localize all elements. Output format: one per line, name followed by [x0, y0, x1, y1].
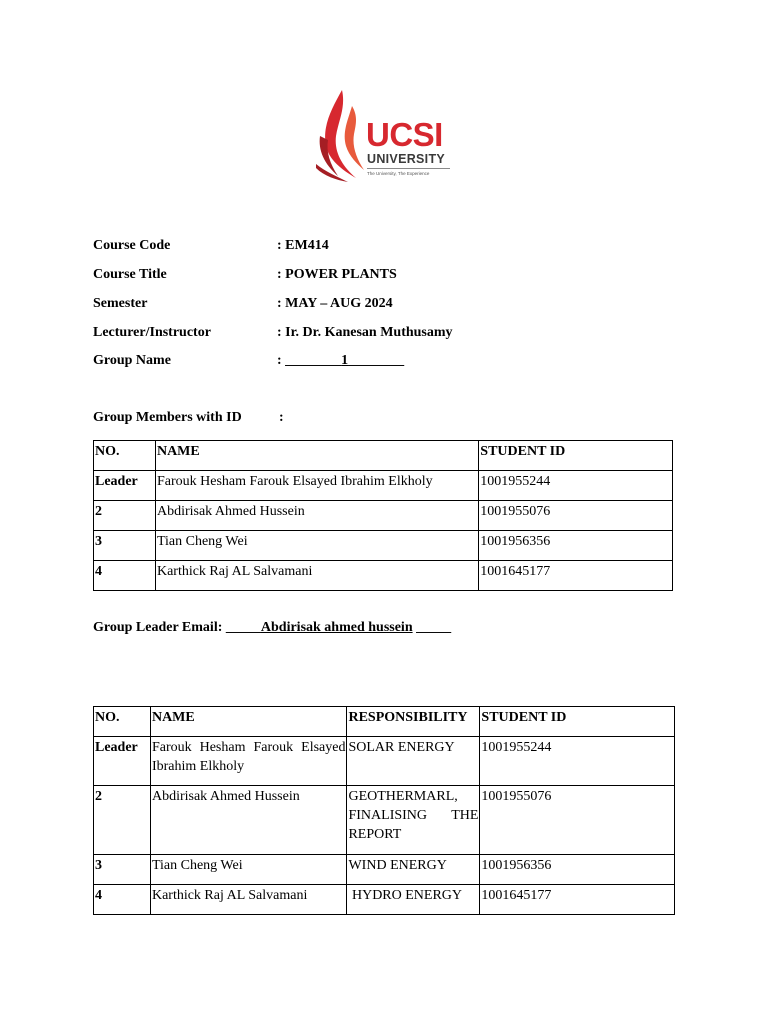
table-row [94, 561, 673, 591]
semester-label: Semester [93, 296, 148, 311]
member-no: 2 [94, 786, 151, 855]
header-name: NAME [150, 707, 347, 737]
table-header-row [94, 707, 675, 737]
member-id: 1001645177 [480, 885, 675, 915]
member-responsibility: SOLAR ENERGY [347, 737, 480, 786]
table-header-row [94, 441, 673, 471]
member-name: Karthick Raj AL Salvamani [155, 561, 478, 591]
leader-email-blank-after: _____ [412, 620, 452, 635]
table-row [94, 786, 675, 855]
flame-emblem-icon [312, 86, 368, 186]
member-name: Farouk Hesham Farouk Elsayed Ibrahim Elkholy [150, 737, 347, 786]
leader-email-label: Group Leader Email: [93, 620, 226, 635]
group-members-colon: : [279, 410, 284, 425]
course-code-value: : EM414 [277, 238, 329, 253]
member-no: 2 [94, 501, 156, 531]
group-members-heading [93, 410, 284, 426]
course-title-value: : POWER PLANTS [277, 267, 397, 282]
member-no: Leader [94, 737, 151, 786]
group-name-number: 1 [341, 353, 349, 368]
member-no: 3 [94, 855, 151, 885]
group-members-heading-text: Group Members with ID [93, 410, 242, 425]
member-no: Leader [94, 471, 156, 501]
group-name-prefix: : ________ [277, 353, 342, 368]
group-name-label: Group Name [93, 353, 171, 368]
table-row [94, 501, 673, 531]
member-name: Karthick Raj AL Salvamani [150, 885, 347, 915]
semester-value: : MAY – AUG 2024 [277, 296, 393, 311]
group-name-suffix: ________ [348, 353, 405, 368]
logo-divider [367, 168, 450, 169]
logo-subtitle: UNIVERSITY [367, 152, 446, 166]
leader-email-line [93, 620, 451, 636]
member-id: 1001955076 [479, 501, 673, 531]
responsibilities-table [93, 706, 675, 915]
lecturer-value: : Ir. Dr. Kanesan Muthusamy [277, 325, 453, 340]
member-id: 1001956356 [480, 855, 675, 885]
header-student-id: STUDENT ID [480, 707, 675, 737]
group-members-table [93, 440, 673, 591]
member-name: Abdirisak Ahmed Hussein [155, 501, 478, 531]
group-name-value [277, 352, 404, 370]
member-id: 1001955244 [479, 471, 673, 501]
member-responsibility: HYDRO ENERGY [347, 885, 480, 915]
member-no: 4 [94, 885, 151, 915]
member-id: 1001955244 [480, 737, 675, 786]
member-id: 1001956356 [479, 531, 673, 561]
header-no: NO. [94, 707, 151, 737]
header-responsibility: RESPONSIBILITY [347, 707, 480, 737]
table-row [94, 737, 675, 786]
member-no: 3 [94, 531, 156, 561]
table-row [94, 471, 673, 501]
member-name: Farouk Hesham Farouk Elsayed Ibrahim Elkholy [155, 471, 478, 501]
logo-tagline: The University, The Experience [367, 171, 430, 176]
header-student-id: STUDENT ID [479, 441, 673, 471]
member-responsibility: GEOTHERMARL, FINALISING THE REPORT [347, 786, 480, 855]
member-responsibility: WIND ENERGY [347, 855, 480, 885]
table-row [94, 885, 675, 915]
table-row [94, 531, 673, 561]
member-name: Tian Cheng Wei [155, 531, 478, 561]
member-id: 1001955076 [480, 786, 675, 855]
member-id: 1001645177 [479, 561, 673, 591]
logo-wordmark: UCSI [366, 116, 443, 153]
header-name: NAME [155, 441, 478, 471]
course-title-label: Course Title [93, 267, 167, 282]
member-name: Abdirisak Ahmed Hussein [150, 786, 347, 855]
table-row [94, 855, 675, 885]
member-no: 4 [94, 561, 156, 591]
leader-email-blank-before: _____ [225, 620, 261, 635]
leader-email-value: Abdirisak ahmed hussein [260, 620, 413, 635]
member-name: Tian Cheng Wei [150, 855, 347, 885]
course-code-label: Course Code [93, 238, 171, 253]
lecturer-label: Lecturer/Instructor [93, 325, 211, 340]
header-no: NO. [94, 441, 156, 471]
ucsi-logo [312, 86, 457, 186]
